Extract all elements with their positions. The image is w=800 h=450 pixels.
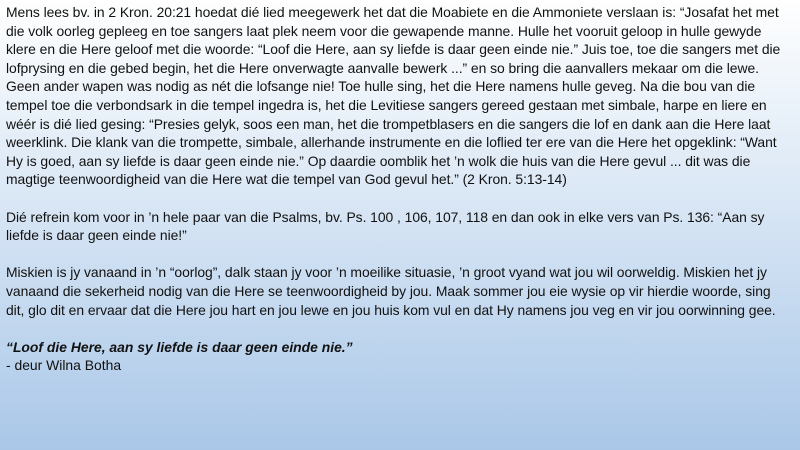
spacer xyxy=(6,245,788,264)
closing-quote: “Loof die Here, aan sy liefde is daar geen einde nie.” xyxy=(6,338,353,355)
author-credit: - deur Wilna Botha xyxy=(6,357,122,374)
spacer xyxy=(6,189,788,208)
spacer xyxy=(6,319,788,338)
paragraph-application: Miskien is jy vanaand in ’n “oorlog”, dalk staan jy voor ’n moeilike situasie, ’n groot vyand wat jou wil oorweldig. Miskien het jy vanaand die sekerheid nodig van die Here se teenwoordigheid by jou. Maak sommer jou eie wysie op vir hierdie woorde, sing dit, glo dit en ervaar dat die Here jou hart en jou lewe en jou huis kom vul en dat Hy namens jou veg en vir jou oorwinning gee. xyxy=(6,264,776,318)
paragraph-psalms: Dié refrein kom voor in ’n hele paar van die Psalms, bv. Ps. 100 , 106, 107, 118 en dan ook in elke vers van Ps. 136: “Aan sy liefde is daar geen einde nie!” xyxy=(6,208,765,244)
paragraph-scripture: Mens lees bv. in 2 Kron. 20:21 hoedat dié lied meegewerk het dat die Moabiete en die Ammoniete verslaan is: “Josafat het met die volk oorleg gepleeg en toe sangers laat plek neem voor die gewapende manne. Hulle het vooruit geloop in hulle gewyde klere en die Here geloof met die woorde: “Loof die Here, aan sy liefde is daar geen einde nie.” Juis toe, toe die sangers met die lofprysing en die gebed begin, het die Here onverwagte aanvalle bewerk ...” en so bring die aanvallers mekaar om die lewe. Geen ander wapen was nodig as nét die lofsange nie! Toe hulle sing, het die Here namens hulle geveg. Na die bou van die tempel toe die verbondsark in die tempel ingedra is, het die Levitiese sangers gereed gestaan met simbale, harpe en liere en wéér is dié lied gesing: “Presies gelyk, soos een man, het die trompetblasers en die sangers die lof en dank aan die Here laat weerklink. Die klank van die trompette, simbale, allerhande instrumente en die loflied ter ere van die Here het opgeklink: “Want Hy is goed, aan sy liefde is daar geen einde nie.” Op daardie oomblik het ’n wolk die huis van die Here gevul ... dit was die magtige teenwoordigheid van die Here wat die tempel van God gevul het.” (2 Kron. 5:13-14) xyxy=(6,4,781,188)
